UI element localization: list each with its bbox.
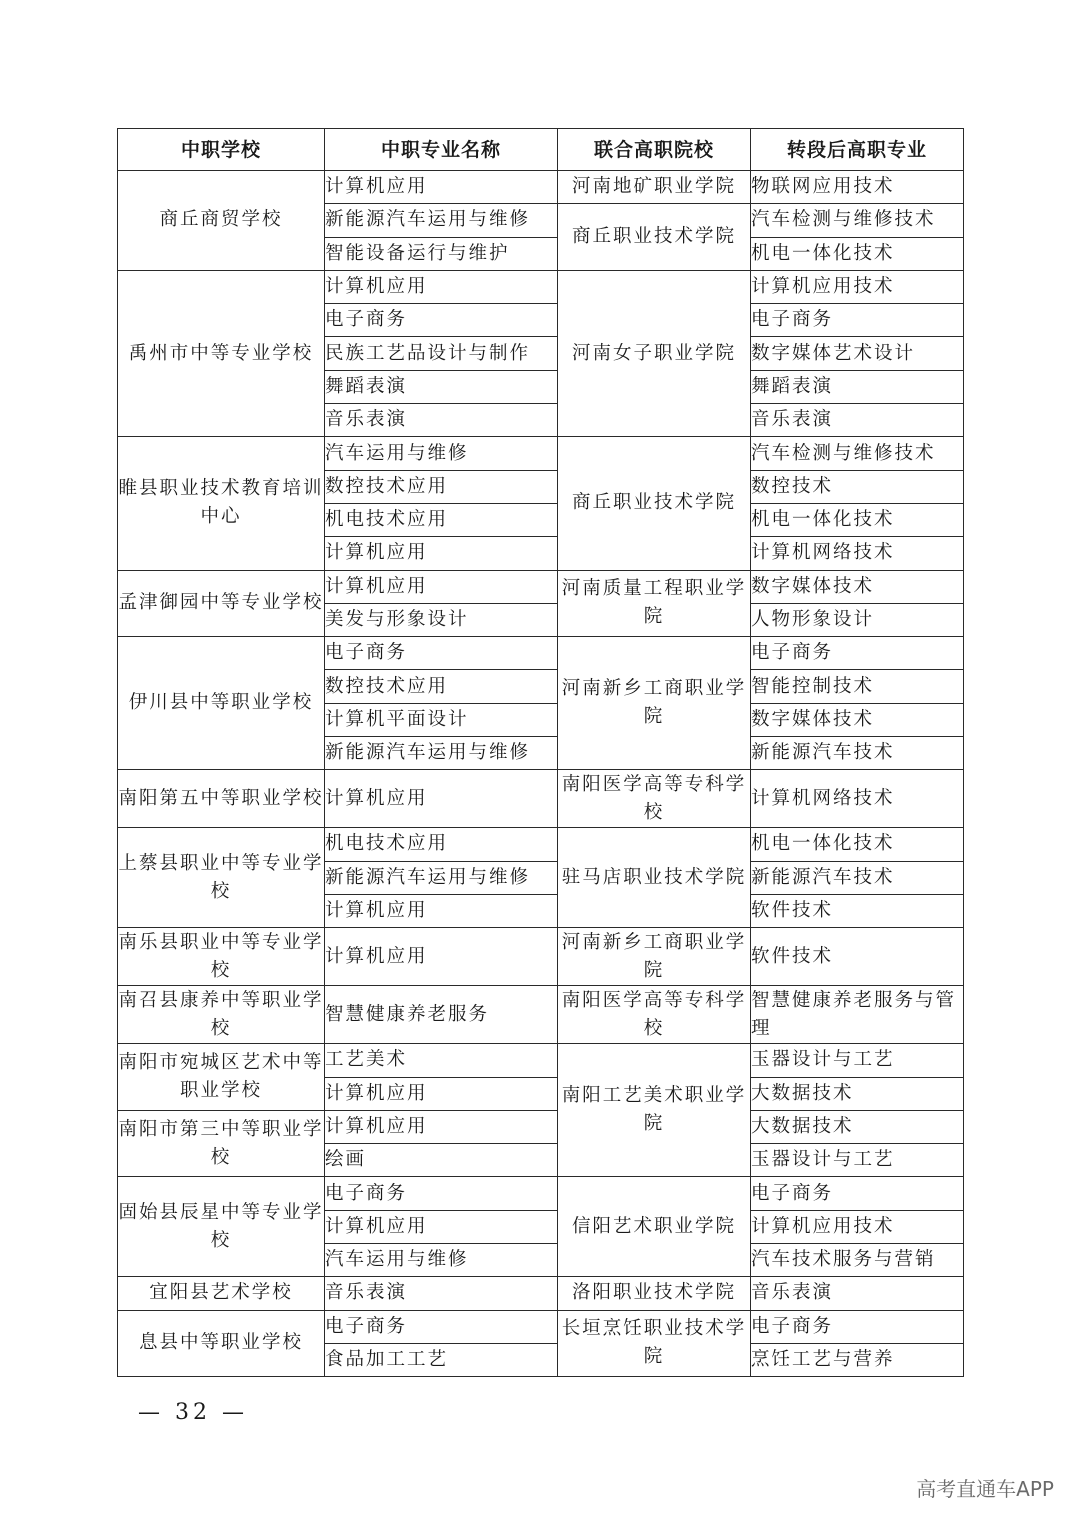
header-partner-college: 联合高职院校: [558, 129, 751, 171]
college-cell: 洛阳职业技术学院: [558, 1277, 751, 1310]
major-cell: 汽车运用与维修: [325, 1244, 558, 1277]
major-cell: 计算机应用: [325, 770, 558, 828]
target-major-cell: 音乐表演: [751, 404, 964, 437]
target-major-cell: 舞蹈表演: [751, 370, 964, 403]
school-cell: 孟津御园中等专业学校: [118, 570, 325, 637]
target-major-cell: 机电一体化技术: [751, 828, 964, 861]
school-cell: 睢县职业技术教育培训中心: [118, 437, 325, 570]
target-major-cell: 烹饪工艺与营养: [751, 1343, 964, 1376]
target-major-cell: 智慧健康养老服务与管理: [751, 986, 964, 1044]
school-cell: 南阳市第三中等职业学校: [118, 1110, 325, 1177]
college-cell: 长垣烹饪职业技术学院: [558, 1310, 751, 1377]
target-major-cell: 电子商务: [751, 1177, 964, 1210]
major-cell: 工艺美术: [325, 1044, 558, 1077]
school-cell: 南阳第五中等职业学校: [118, 770, 325, 828]
major-cell: 美发与形象设计: [325, 603, 558, 636]
school-cell: 上蔡县职业中等专业学校: [118, 828, 325, 928]
major-cell: 智能设备运行与维护: [325, 237, 558, 270]
table-row: [118, 1177, 964, 1210]
major-cell: 计算机应用: [325, 171, 558, 204]
target-major-cell: 物联网应用技术: [751, 171, 964, 204]
college-cell: 商丘职业技术学院: [558, 437, 751, 570]
table-row: [118, 928, 964, 986]
table-row: [118, 171, 964, 204]
school-major-table: [117, 128, 964, 1377]
major-cell: 电子商务: [325, 304, 558, 337]
target-major-cell: 机电一体化技术: [751, 503, 964, 536]
target-major-cell: 汽车检测与维修技术: [751, 437, 964, 470]
major-cell: 机电技术应用: [325, 828, 558, 861]
target-major-cell: 大数据技术: [751, 1077, 964, 1110]
college-cell: 河南新乡工商职业学院: [558, 637, 751, 770]
major-cell: 音乐表演: [325, 404, 558, 437]
major-cell: 舞蹈表演: [325, 370, 558, 403]
major-cell: 电子商务: [325, 637, 558, 670]
target-major-cell: 玉器设计与工艺: [751, 1144, 964, 1177]
major-cell: 机电技术应用: [325, 503, 558, 536]
header-secondary-major: 中职专业名称: [325, 129, 558, 171]
school-cell: 息县中等职业学校: [118, 1310, 325, 1377]
table-row: [118, 1310, 964, 1343]
major-cell: 新能源汽车运用与维修: [325, 204, 558, 237]
table-row: [118, 986, 964, 1044]
college-cell: 信阳艺术职业学院: [558, 1177, 751, 1277]
major-cell: 计算机应用: [325, 1110, 558, 1143]
target-major-cell: 数字媒体技术: [751, 570, 964, 603]
target-major-cell: 计算机应用技术: [751, 1210, 964, 1243]
target-major-cell: 汽车技术服务与营销: [751, 1244, 964, 1277]
school-cell: 固始县辰星中等专业学校: [118, 1177, 325, 1277]
major-cell: 计算机应用: [325, 1077, 558, 1110]
school-cell: 宜阳县艺术学校: [118, 1277, 325, 1310]
major-cell: 计算机应用: [325, 537, 558, 570]
table-row: [118, 1044, 964, 1077]
college-cell: 驻马店职业技术学院: [558, 828, 751, 928]
target-major-cell: 电子商务: [751, 1310, 964, 1343]
college-cell: 河南新乡工商职业学院: [558, 928, 751, 986]
school-cell: 商丘商贸学校: [118, 171, 325, 271]
target-major-cell: 新能源汽车技术: [751, 861, 964, 894]
college-cell: 河南质量工程职业学院: [558, 570, 751, 637]
school-cell: 南召县康养中等职业学校: [118, 986, 325, 1044]
college-cell: 商丘职业技术学院: [558, 204, 751, 271]
target-major-cell: 机电一体化技术: [751, 237, 964, 270]
major-cell: 计算机平面设计: [325, 703, 558, 736]
table-row: [118, 1277, 964, 1310]
college-cell: 南阳医学高等专科学校: [558, 986, 751, 1044]
college-cell: 南阳医学高等专科学校: [558, 770, 751, 828]
major-cell: 绘画: [325, 1144, 558, 1177]
table-header-row: [118, 129, 964, 171]
target-major-cell: 数字媒体技术: [751, 703, 964, 736]
target-major-cell: 计算机网络技术: [751, 770, 964, 828]
school-cell: 禹州市中等专业学校: [118, 270, 325, 436]
target-major-cell: 计算机应用技术: [751, 270, 964, 303]
major-cell: 计算机应用: [325, 894, 558, 927]
major-cell: 计算机应用: [325, 928, 558, 986]
major-cell: 数控技术应用: [325, 470, 558, 503]
school-cell: 伊川县中等职业学校: [118, 637, 325, 770]
target-major-cell: 软件技术: [751, 894, 964, 927]
target-major-cell: 电子商务: [751, 304, 964, 337]
major-cell: 电子商务: [325, 1177, 558, 1210]
target-major-cell: 软件技术: [751, 928, 964, 986]
major-cell: 电子商务: [325, 1310, 558, 1343]
school-cell: 南乐县职业中等专业学校: [118, 928, 325, 986]
major-cell: 数控技术应用: [325, 670, 558, 703]
major-cell: 食品加工工艺: [325, 1343, 558, 1376]
target-major-cell: 电子商务: [751, 637, 964, 670]
watermark-text: 高考直通车APP: [916, 1477, 1054, 1501]
target-major-cell: 人物形象设计: [751, 603, 964, 636]
target-major-cell: 玉器设计与工艺: [751, 1044, 964, 1077]
major-cell: 计算机应用: [325, 270, 558, 303]
major-cell: 民族工艺品设计与制作: [325, 337, 558, 370]
target-major-cell: 大数据技术: [751, 1110, 964, 1143]
table-row: [118, 570, 964, 603]
college-cell: 河南地矿职业学院: [558, 171, 751, 204]
major-cell: 计算机应用: [325, 570, 558, 603]
table-row: [118, 770, 964, 828]
table-row: [118, 270, 964, 303]
target-major-cell: 数控技术: [751, 470, 964, 503]
major-cell: 计算机应用: [325, 1210, 558, 1243]
target-major-cell: 智能控制技术: [751, 670, 964, 703]
table-row: [118, 437, 964, 470]
major-cell: 新能源汽车运用与维修: [325, 861, 558, 894]
page-number: — 32 —: [138, 1400, 248, 1425]
major-cell: 音乐表演: [325, 1277, 558, 1310]
school-cell: 南阳市宛城区艺术中等职业学校: [118, 1044, 325, 1111]
table-row: [118, 1110, 964, 1143]
target-major-cell: 计算机网络技术: [751, 537, 964, 570]
table-row: [118, 828, 964, 861]
major-cell: 汽车运用与维修: [325, 437, 558, 470]
header-secondary-school: 中职学校: [118, 129, 325, 171]
major-cell: 智慧健康养老服务: [325, 986, 558, 1044]
target-major-cell: 汽车检测与维修技术: [751, 204, 964, 237]
target-major-cell: 数字媒体艺术设计: [751, 337, 964, 370]
header-target-major: 转段后高职专业: [751, 129, 964, 171]
college-cell: 河南女子职业学院: [558, 270, 751, 436]
major-cell: 新能源汽车运用与维修: [325, 737, 558, 770]
target-major-cell: 新能源汽车技术: [751, 737, 964, 770]
target-major-cell: 音乐表演: [751, 1277, 964, 1310]
college-cell: 南阳工艺美术职业学院: [558, 1044, 751, 1177]
table-row: [118, 637, 964, 670]
